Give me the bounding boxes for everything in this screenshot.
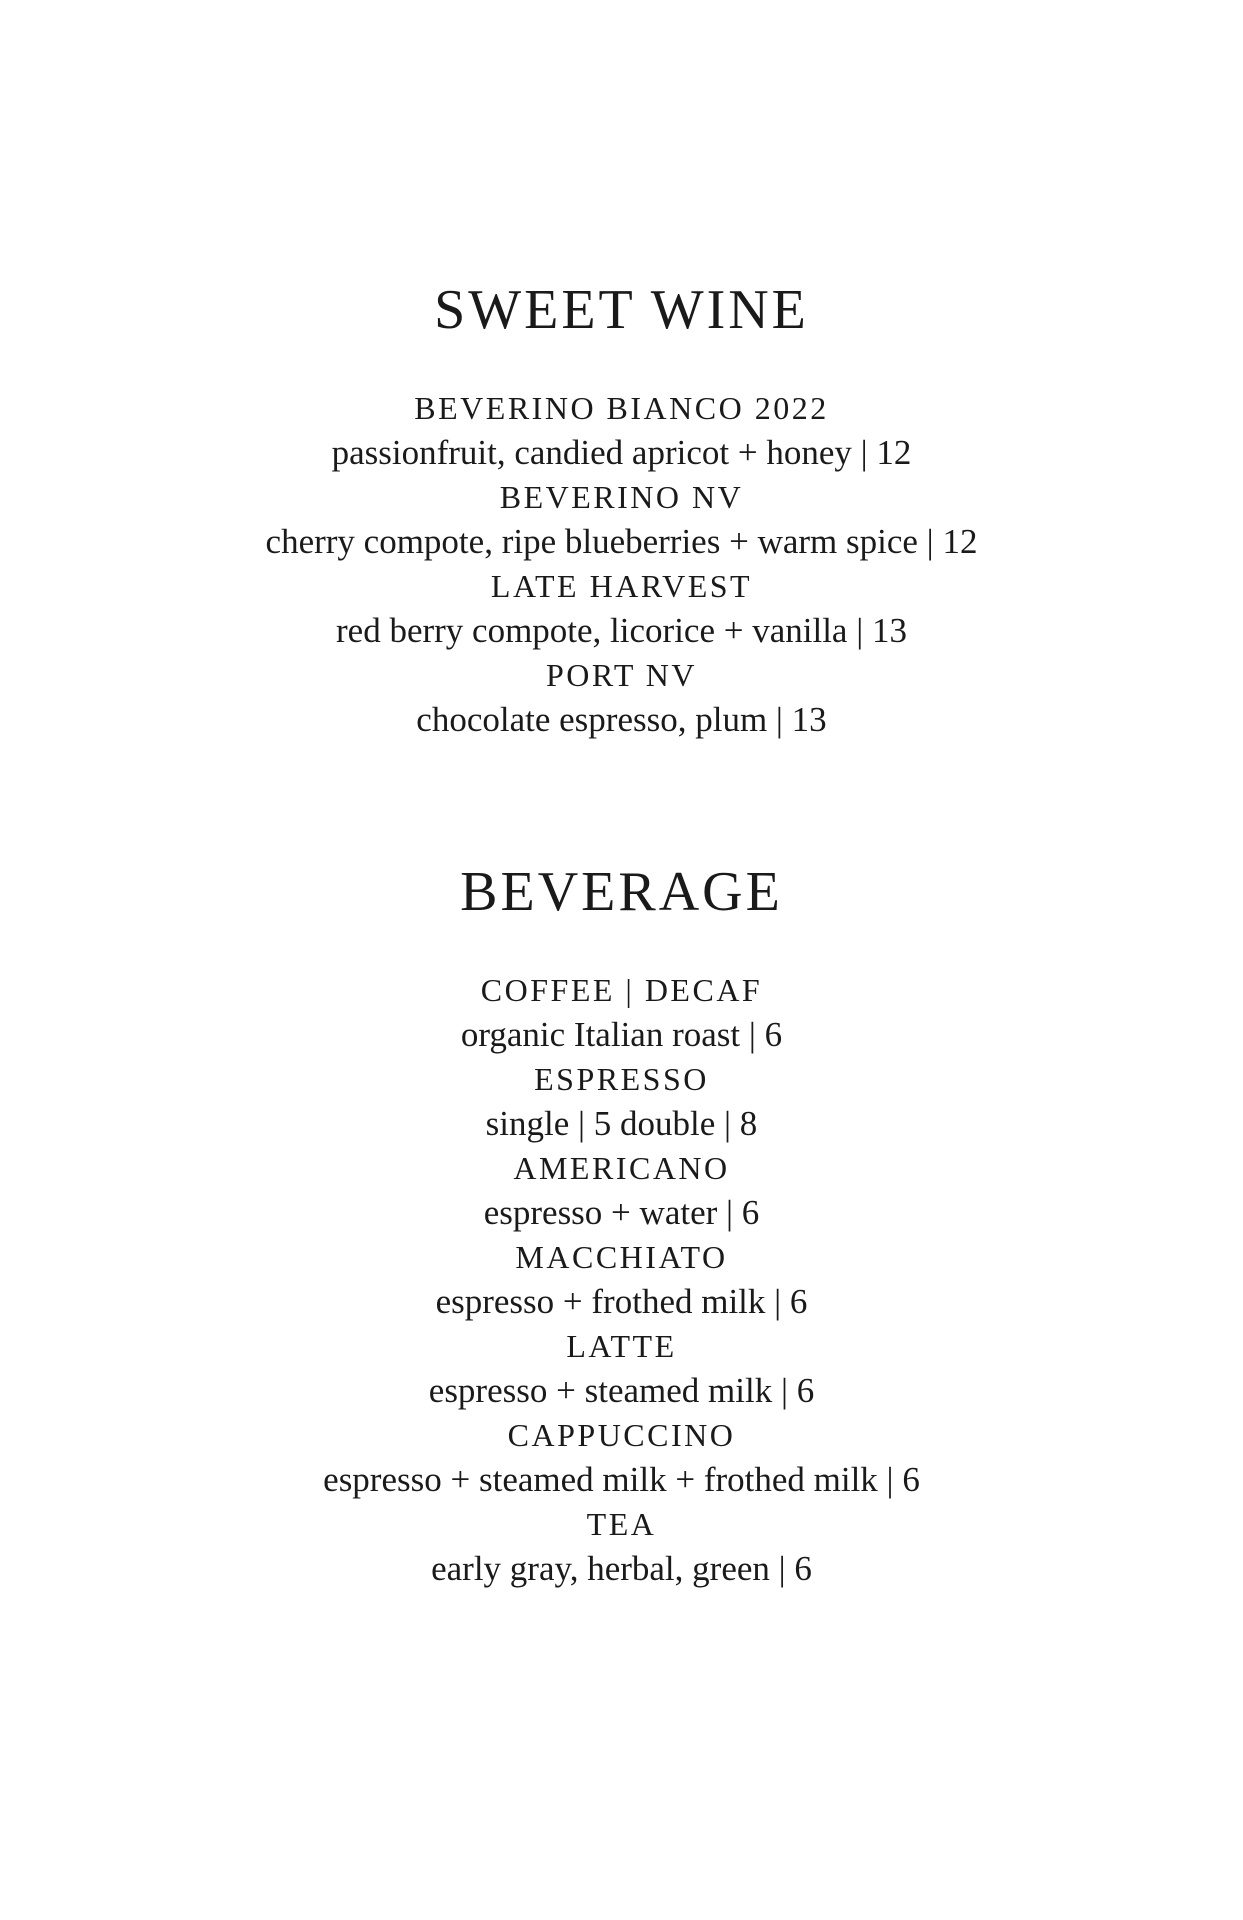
item-description: espresso + water | 6 bbox=[483, 1193, 760, 1232]
sweet-wine-list bbox=[0, 386, 1243, 742]
menu-item bbox=[0, 1146, 1243, 1235]
item-name: BEVERINO BIANCO 2022 bbox=[414, 390, 829, 426]
menu-item bbox=[0, 386, 1243, 475]
section-title-sweet-wine: SWEET WINE bbox=[434, 279, 809, 341]
menu-item bbox=[0, 564, 1243, 653]
item-name: LATE HARVEST bbox=[490, 568, 753, 604]
item-name: MACCHIATO bbox=[515, 1239, 728, 1275]
beverage-section bbox=[0, 860, 1243, 1591]
menu-item bbox=[0, 968, 1243, 1057]
item-name: ESPRESSO bbox=[534, 1061, 709, 1097]
item-name: CAPPUCCINO bbox=[507, 1417, 736, 1453]
item-name: BEVERINO NV bbox=[499, 479, 744, 515]
menu-item bbox=[0, 1057, 1243, 1146]
section-title-beverage: BEVERAGE bbox=[460, 861, 783, 923]
sweet-wine-section bbox=[0, 278, 1243, 742]
menu-item bbox=[0, 1502, 1243, 1591]
item-description: early gray, herbal, green | 6 bbox=[431, 1549, 812, 1588]
item-description: espresso + frothed milk | 6 bbox=[435, 1282, 808, 1321]
item-description: single | 5 double | 8 bbox=[485, 1104, 758, 1143]
item-description: chocolate espresso, plum | 13 bbox=[416, 700, 827, 739]
item-description: red berry compote, licorice + vanilla | 13 bbox=[336, 611, 907, 650]
item-description: organic Italian roast | 6 bbox=[460, 1015, 783, 1054]
menu-item bbox=[0, 1413, 1243, 1502]
menu-item bbox=[0, 1235, 1243, 1324]
beverage-list bbox=[0, 968, 1243, 1591]
item-name: TEA bbox=[586, 1506, 657, 1542]
item-name: PORT NV bbox=[545, 657, 697, 693]
item-name: AMERICANO bbox=[513, 1150, 730, 1186]
item-description: espresso + steamed milk + frothed milk | 6 bbox=[323, 1460, 920, 1499]
item-description: passionfruit, candied apricot + honey | 12 bbox=[331, 433, 912, 472]
menu-item bbox=[0, 653, 1243, 742]
item-name: LATTE bbox=[566, 1328, 677, 1364]
menu-item bbox=[0, 475, 1243, 564]
item-description: espresso + steamed milk | 6 bbox=[428, 1371, 815, 1410]
item-name: COFFEE | DECAF bbox=[480, 972, 763, 1008]
item-description: cherry compote, ripe blueberries + warm spice | 12 bbox=[265, 522, 978, 561]
menu-item bbox=[0, 1324, 1243, 1413]
